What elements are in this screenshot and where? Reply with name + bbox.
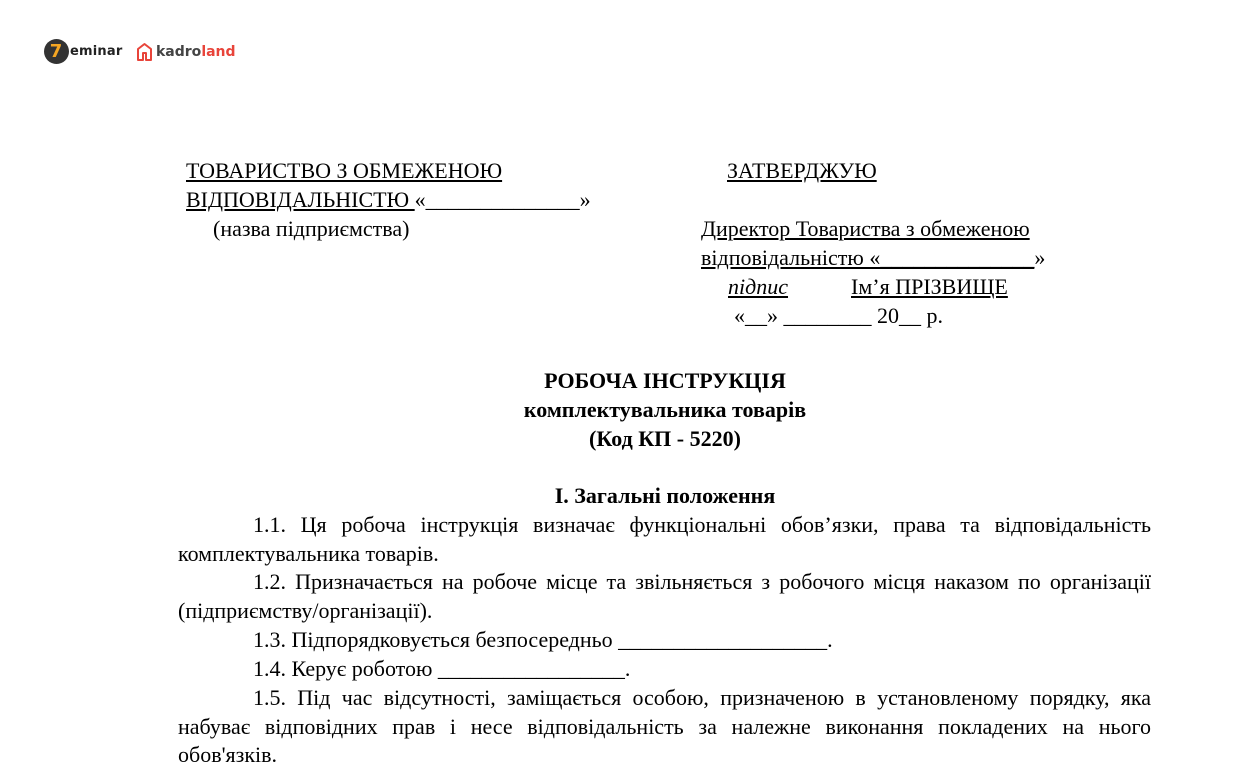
- kadroland-logo-part1: kadro: [156, 43, 202, 60]
- paragraph-1-5-text: 1.5. Під час відсутності, заміщається особою, призначеною в установленому порядку, яка набуває відповідних прав і несе відповідальність за належне виконання покладених на нього обов'язків.: [178, 685, 1151, 768]
- paragraph-1-2: [178, 568, 1151, 625]
- company-name-caption: (назва підприємства): [213, 216, 410, 241]
- seminar-logo: [44, 39, 122, 64]
- paragraph-1-3-text: 1.3. Підпорядковується безпосередньо ___________________.: [253, 627, 833, 652]
- document-subtitle: комплектувальника товарів: [523, 397, 807, 422]
- approve-heading: ЗАТВЕРДЖУЮ: [727, 158, 877, 183]
- paragraph-1-2-text: 1.2. Призначається на робоче місце та звільняється з робочого місця наказом по організації (підприємству/організації).: [178, 569, 1151, 623]
- seminar-logo-word: eminar: [70, 44, 123, 59]
- kadroland-logo: [136, 42, 236, 61]
- company-name-blank: «______________»: [414, 187, 591, 212]
- name-label: Ім’я ПРІЗВИЩЕ: [851, 274, 1008, 299]
- paragraph-1-1-text: 1.1. Ця робоча інструкція визначає функціональні обов’язки, права та відповідальність комплектувальника товарів.: [178, 512, 1151, 566]
- kadroland-house-icon: [136, 42, 153, 61]
- director-title-line1: Директор Товариства з обмеженою: [701, 216, 1030, 241]
- paragraph-1-4-text: 1.4. Керує роботою _________________.: [253, 656, 631, 681]
- seminar-logo-digit: 7: [49, 40, 63, 62]
- kadroland-logo-part2: land: [201, 43, 236, 60]
- paragraph-1-1: [178, 511, 1151, 568]
- director-title-underlined: відповідальністю «______________: [701, 245, 1035, 270]
- paragraph-1-5: [178, 684, 1151, 770]
- signature-label: підпис: [728, 274, 789, 299]
- paragraph-1-3: [178, 626, 1151, 655]
- company-type-line1: ТОВАРИСТВО З ОБМЕЖЕНОЮ: [186, 158, 503, 183]
- document-title: РОБОЧА ІНСТРУКЦІЯ: [544, 368, 786, 393]
- company-type-line2: [186, 186, 591, 214]
- approval-date-line: «__» ________ 20__ р.: [734, 303, 943, 328]
- section-heading: І. Загальні положення: [554, 483, 776, 508]
- paragraph-1-4: [178, 655, 1151, 684]
- document-code: (Код КП - 5220): [589, 426, 741, 451]
- director-title-close-quote: »: [1034, 245, 1046, 270]
- seminar-logo-badge: [44, 39, 69, 64]
- company-type-underlined: ВІДПОВІДАЛЬНІСТЮ: [186, 187, 415, 212]
- director-title-line2: [701, 244, 1045, 272]
